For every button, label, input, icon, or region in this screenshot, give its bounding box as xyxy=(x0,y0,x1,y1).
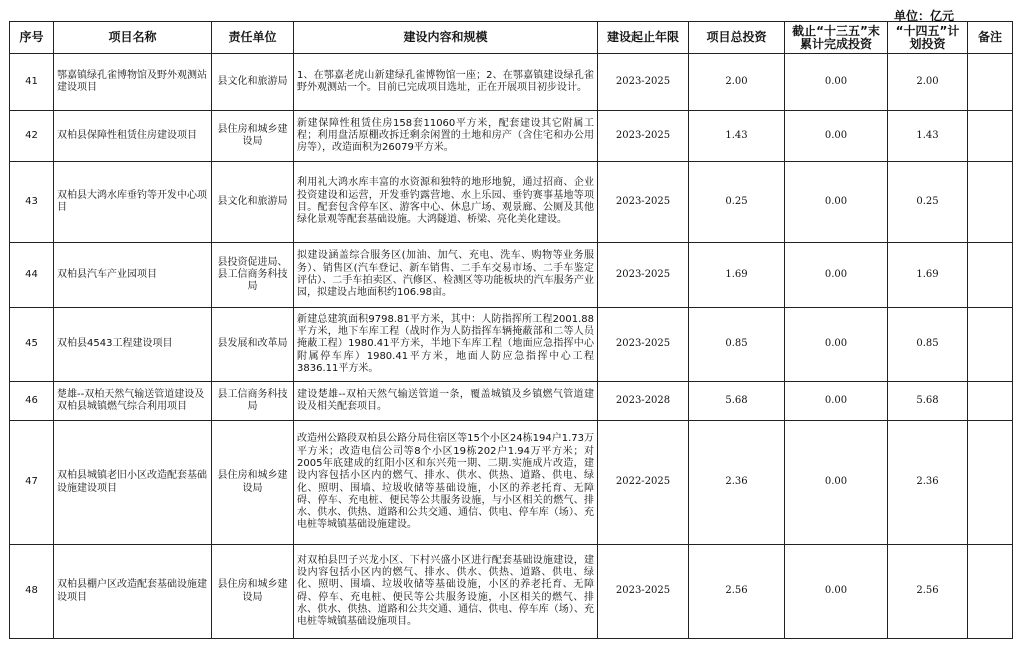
header-name: 项目名称 xyxy=(54,22,212,54)
row-name: 双柏县大鸿水库垂钓等开发中心项目 xyxy=(54,162,212,243)
row-seq: 44 xyxy=(10,243,54,308)
table-row xyxy=(10,382,1013,421)
row-content: 改造州公路段双柏县公路分局住宿区等15个小区24栋194户1.73万平方米；改造电信公司等8个小区19栋202户1.94万平方米；对2005年底建成的红阳小区和东兴苑一期、二期.实施成片改造，建设内容包括小区内的燃气、排水、供水、供热、道路、供电、绿化、照明、围墙、垃圾收储等基础设施，小区的养老托育、无障碍、停车、充电桩、便民等公共服务设施，与小区相关的燃气、排水、供水、供热、道路和公共交通、通信、供电、停车库（场）、充电桩等城镇基础设施建设。 xyxy=(294,421,598,545)
table-row xyxy=(10,545,1013,639)
row-remark xyxy=(968,308,1013,382)
row-seq: 41 xyxy=(10,54,54,111)
row-total: 1.69 xyxy=(689,243,785,308)
row-plan: 1.69 xyxy=(888,243,968,308)
row-period: 2023-2025 xyxy=(598,308,689,382)
row-plan: 5.68 xyxy=(888,382,968,421)
row-unit: 县文化和旅游局 xyxy=(212,162,294,243)
row-seq: 47 xyxy=(10,421,54,545)
row-done: 0.00 xyxy=(785,421,888,545)
project-table xyxy=(9,21,1013,639)
row-remark xyxy=(968,545,1013,639)
row-done: 0.00 xyxy=(785,243,888,308)
row-name: 双柏县保障性租赁住房建设项目 xyxy=(54,111,212,162)
row-unit: 县发展和改革局 xyxy=(212,308,294,382)
row-total: 2.36 xyxy=(689,421,785,545)
row-total: 2.56 xyxy=(689,545,785,639)
row-remark xyxy=(968,111,1013,162)
row-total: 0.85 xyxy=(689,308,785,382)
row-total: 1.43 xyxy=(689,111,785,162)
row-plan: 2.00 xyxy=(888,54,968,111)
header-plan: “十四五”计划投资 xyxy=(888,22,968,54)
row-remark xyxy=(968,162,1013,243)
row-seq: 43 xyxy=(10,162,54,243)
row-period: 2023-2025 xyxy=(598,162,689,243)
row-done: 0.00 xyxy=(785,545,888,639)
row-total: 2.00 xyxy=(689,54,785,111)
row-content: 利用礼大鸿水库丰富的水资源和独特的地形地貌，通过招商、企业投资建设和运营，开发垂钓露营地、水上乐园、垂钓赛事基地等项目。配套包含停车区、游客中心、休息广场、观景廊、公厕及其他绿化景观等配套基础设施。大鸿隧道、桥梁、亮化美化建设。 xyxy=(294,162,598,243)
row-name: 鄂嘉镇绿孔雀博物馆及野外观测站建设项目 xyxy=(54,54,212,111)
row-total: 5.68 xyxy=(689,382,785,421)
row-unit: 县文化和旅游局 xyxy=(212,54,294,111)
row-period: 2023-2025 xyxy=(598,545,689,639)
row-unit: 县住房和城乡建设局 xyxy=(212,111,294,162)
row-content: 对双柏县凹子兴龙小区、下村兴盛小区进行配套基础设施建设，建设内容包括小区内的燃气、排水、供水、供热、道路、供电、绿化、照明、围墙、垃圾收储等基础设施，小区的养老托育、无障碍、停车、充电桩、便民等公共服务设施，小区相关的燃气、排水、供水、供热、道路和公共交通、通信、供电、停车库（场）、充电桩等城镇基础设施项目。 xyxy=(294,545,598,639)
table-row xyxy=(10,111,1013,162)
row-content: 新建保障性租赁住房158套11060平方米，配套建设其它附属工程；利用盘活原棚改拆迁剩余闲置的土地和房产（含住宅和办公用房等），改造面积为26079平方米。 xyxy=(294,111,598,162)
header-row xyxy=(10,22,1013,54)
row-content: 建设楚雄--双柏天然气输送管道一条，覆盖城镇及乡镇燃气管道建设及相关配套项目。 xyxy=(294,382,598,421)
row-plan: 2.36 xyxy=(888,421,968,545)
row-remark xyxy=(968,243,1013,308)
header-remark: 备注 xyxy=(968,22,1013,54)
row-seq: 42 xyxy=(10,111,54,162)
row-seq: 48 xyxy=(10,545,54,639)
row-seq: 46 xyxy=(10,382,54,421)
header-period: 建设起止年限 xyxy=(598,22,689,54)
row-remark xyxy=(968,54,1013,111)
row-name: 双柏县4543工程建设项目 xyxy=(54,308,212,382)
row-content: 拟建设涵盖综合服务区(加油、加气、充电、洗车、购物等业务服务）、销售区(汽车登记、新车销售、二手车交易市场、二手车鉴定评估）、二手车拍卖区、汽修区、检测区等功能板块的汽车服务产业园，拟建设占地面积约106.98亩。 xyxy=(294,243,598,308)
header-total: 项目总投资 xyxy=(689,22,785,54)
row-name: 双柏县汽车产业园项目 xyxy=(54,243,212,308)
row-period: 2023-2025 xyxy=(598,243,689,308)
row-seq: 45 xyxy=(10,308,54,382)
row-unit: 县投资促进局、县工信商务科技局 xyxy=(212,243,294,308)
row-done: 0.00 xyxy=(785,111,888,162)
row-content: 1、在鄂嘉老虎山新建绿孔雀博物馆一座；2、在鄂嘉镇建设绿孔雀野外观测站一个。目前已完成项目选址，正在开展项目初步设计。 xyxy=(294,54,598,111)
row-unit: 县工信商务科技局 xyxy=(212,382,294,421)
unit-label: 单位：亿元 xyxy=(894,9,955,23)
row-plan: 1.43 xyxy=(888,111,968,162)
row-period: 2023-2028 xyxy=(598,382,689,421)
header-seq: 序号 xyxy=(10,22,54,54)
row-unit: 县住房和城乡建设局 xyxy=(212,421,294,545)
row-plan: 2.56 xyxy=(888,545,968,639)
row-name: 双柏县城镇老旧小区改造配套基础设施建设项目 xyxy=(54,421,212,545)
row-name: 楚雄--双柏天然气输送管道建设及双柏县城镇燃气综合利用项目 xyxy=(54,382,212,421)
table-row xyxy=(10,421,1013,545)
row-unit: 县住房和城乡建设局 xyxy=(212,545,294,639)
row-done: 0.00 xyxy=(785,162,888,243)
table-row xyxy=(10,162,1013,243)
row-content: 新建总建筑面积9798.81平方米，其中：人防指挥所工程2001.88平方米，地下车库工程（战时作为人防指挥车辆掩蔽部和二等人员掩蔽工程）1980.41平方米，半地下车库工程（地面应急指挥中心附属停车库）1980.41平方米，地面人防应急指挥中心工程3836.11平方米。 xyxy=(294,308,598,382)
row-total: 0.25 xyxy=(689,162,785,243)
row-period: 2023-2025 xyxy=(598,111,689,162)
table-row xyxy=(10,308,1013,382)
row-done: 0.00 xyxy=(785,382,888,421)
table-row xyxy=(10,54,1013,111)
row-remark xyxy=(968,382,1013,421)
row-done: 0.00 xyxy=(785,54,888,111)
row-remark xyxy=(968,421,1013,545)
row-period: 2022-2025 xyxy=(598,421,689,545)
header-done: 截止“十三五”末累计完成投资 xyxy=(785,22,888,54)
row-period: 2023-2025 xyxy=(598,54,689,111)
row-name: 双柏县棚户区改造配套基础设施建设项目 xyxy=(54,545,212,639)
row-plan: 0.25 xyxy=(888,162,968,243)
table-row xyxy=(10,243,1013,308)
row-done: 0.00 xyxy=(785,308,888,382)
row-plan: 0.85 xyxy=(888,308,968,382)
header-content: 建设内容和规模 xyxy=(294,22,598,54)
header-unit: 责任单位 xyxy=(212,22,294,54)
